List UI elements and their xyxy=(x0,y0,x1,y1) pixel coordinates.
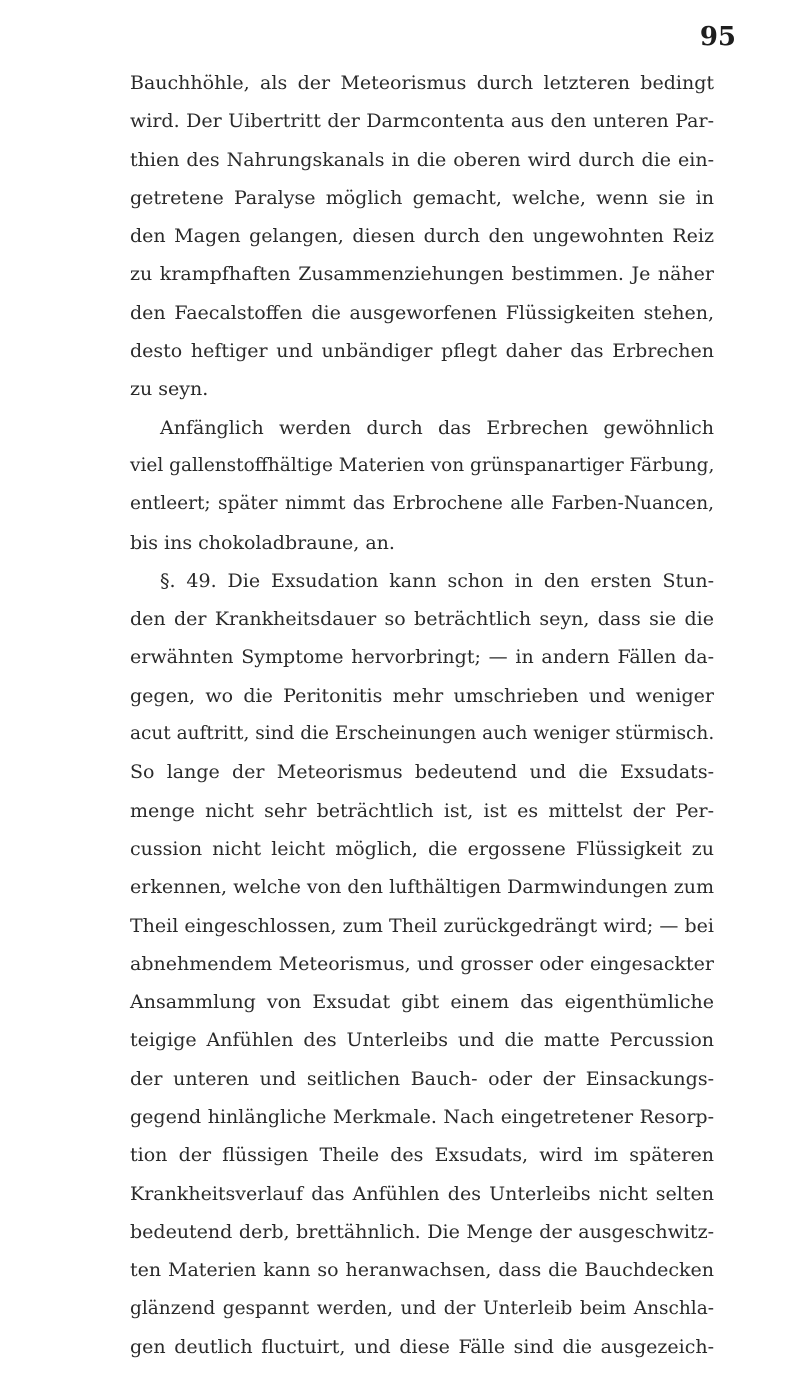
text-line: desto heftiger und unbändiger pflegt daher das Erbrechen xyxy=(130,340,714,363)
text-line: glänzend gespannt werden, und der Unterleib beim Anschla- xyxy=(130,1297,714,1319)
text-line: cussion nicht leicht möglich, die ergossene Flüssigkeit zu xyxy=(130,837,714,860)
text-line: bedeutend derb, brettähnlich. Die Menge der ausgeschwitz- xyxy=(130,1220,714,1243)
text-line: Ansammlung von Exsudat gibt einem das eigenthümliche xyxy=(130,991,714,1014)
text-line: entleert; später nimmt das Erbrochene alle Farben-Nuancen, xyxy=(130,493,714,515)
text-line: menge nicht sehr beträchtlich ist, ist es mittelst der Per- xyxy=(130,799,714,822)
text-line: getretene Paralyse möglich gemacht, welche, wenn sie in xyxy=(130,186,714,209)
text-line: So lange der Meteorismus bedeutend und die Exsudats- xyxy=(130,761,714,784)
text-line: der unteren und seitlichen Bauch- oder der Einsackungs- xyxy=(130,1067,714,1090)
text-line: erwähnten Symptome hervorbringt; — in andern Fällen da- xyxy=(130,646,714,669)
text-line: Theil eingeschlossen, zum Theil zurückgedrängt wird; — bei xyxy=(130,914,714,937)
body-text xyxy=(130,64,714,1366)
text-line: thien des Nahrungskanals in die oberen wird durch die ein- xyxy=(130,148,714,171)
text-line: den Magen gelangen, diesen durch den ungewohnten Reiz xyxy=(130,225,714,248)
text-line: teigige Anfühlen des Unterleibs und die matte Percussion xyxy=(130,1029,714,1052)
text-line: gen deutlich fluctuirt, und diese Fälle sind die ausgezeich- xyxy=(130,1335,714,1358)
text-line: ten Materien kann so heranwachsen, dass die Bauchdecken xyxy=(130,1259,714,1282)
text-line: gegen, wo die Peritonitis mehr umschrieben und weniger xyxy=(130,684,714,707)
text-line: viel gallenstoffhältige Materien von grünspanartiger Färbung, xyxy=(130,454,715,476)
text-line: gegend hinlängliche Merkmale. Nach eingetretener Resorp- xyxy=(130,1106,714,1129)
text-line: Anfänglich werden durch das Erbrechen gewöhnlich xyxy=(160,416,714,439)
text-line: acut auftritt, sind die Erscheinungen auch weniger stürmisch. xyxy=(130,723,715,745)
text-line: erkennen, welche von den lufthältigen Darmwindungen zum xyxy=(130,876,714,899)
text-line: den der Krankheitsdauer so beträchtlich seyn, dass sie die xyxy=(130,608,714,631)
text-line: den Faecalstoffen die ausgeworfenen Flüssigkeiten stehen, xyxy=(130,301,714,324)
text-line: abnehmendem Meteorismus, und grosser oder eingesackter xyxy=(130,952,714,975)
page-number: 95 xyxy=(699,22,736,52)
text-line: wird. Der Uibertritt der Darmcontenta aus den unteren Par- xyxy=(130,110,714,133)
text-line: zu seyn. xyxy=(130,378,209,401)
text-line: Bauchhöhle, als der Meteorismus durch letzteren bedingt xyxy=(130,72,714,94)
text-line: zu krampfhaften Zusammenziehungen bestimmen. Je näher xyxy=(130,263,714,286)
text-line: §. 49. Die Exsudation kann schon in den ersten Stun- xyxy=(160,569,714,592)
text-line: Krankheitsverlauf das Anfühlen des Unterleibs nicht selten xyxy=(130,1182,714,1205)
text-line: tion der flüssigen Theile des Exsudats, wird im späteren xyxy=(130,1144,714,1167)
text-line: bis ins chokoladbraune, an. xyxy=(130,531,395,554)
